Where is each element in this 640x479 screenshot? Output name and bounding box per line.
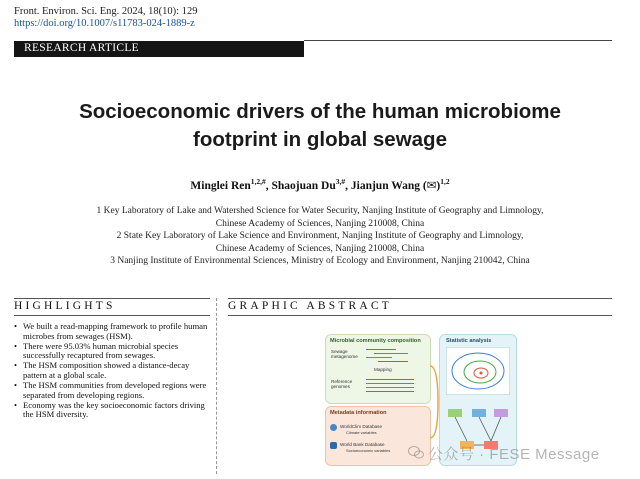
genome-bar — [366, 391, 414, 392]
affiliation-3 — [40, 255, 600, 268]
highlights-list — [14, 322, 214, 420]
affiliation-line: 2 State Key Laboratory of Lake Science and Environment, Nanjing Institute of Geography and Limnology, — [116, 231, 524, 241]
panel-title: Statistic analysis — [446, 338, 492, 344]
graphic-abstract-top-rule — [228, 298, 612, 299]
worldbank-label: World Bank Database — [340, 442, 385, 447]
ordination-plot — [446, 347, 510, 395]
watermark: 公众号 · FESE Message — [428, 446, 600, 463]
author-name-close: ) — [436, 179, 441, 192]
read-bar — [366, 349, 396, 350]
title-line-2: footprint in global sewage — [193, 128, 447, 151]
graphic-abstract-bottom-rule — [228, 315, 612, 316]
genome-bar — [366, 379, 414, 380]
affiliation-2 — [40, 230, 600, 255]
header-rule — [304, 40, 612, 41]
affiliation-1 — [40, 205, 600, 230]
affiliation-line: 3 Nanjing Institute of Environmental Sciences, Ministry of Ecology and Environment, Nanjing 210042, China — [110, 256, 530, 266]
genome-bar — [366, 387, 414, 388]
read-bar — [366, 357, 392, 358]
author-affil-mark: 1,2,# — [250, 177, 266, 186]
microbial-composition-panel — [325, 334, 431, 404]
affiliation-line: Chinese Academy of Sciences, Nanjing 210008, China — [215, 243, 425, 254]
highlights-top-rule — [14, 298, 210, 299]
highlight-item: • Economy was the key socioeconomic factors driving the HSM diversity. — [14, 401, 214, 420]
title-line-1: Socioeconomic drivers of the human microbiome — [79, 100, 561, 123]
doi-link[interactable]: https://doi.org/10.1007/s11783-024-1889-z — [14, 18, 195, 29]
article-type-label: RESEARCH ARTICLE — [24, 42, 139, 54]
affiliation-line: Chinese Academy of Sciences, Nanjing 210008, China — [215, 218, 425, 229]
mapping-label: Mapping — [374, 367, 392, 372]
highlight-item: • The HSM communities from developed regions were separated from developing regions. — [14, 381, 214, 400]
highlight-item: • We built a read-mapping framework to profile human microbes from sewages (HSM). — [14, 322, 214, 341]
author-list: Minglei Ren$^{1,2,\#}$, Shaojuan $Du^{3,\#}$, Jianjun Wang (✉)$^{1,2}$ — [190, 177, 450, 192]
highlights-heading: HIGHLIGHTS — [14, 300, 116, 312]
journal-citation: Front. Environ. Sci. Eng. 2024, 18(10): 129 — [14, 6, 198, 17]
reference-label: Reference genomes — [331, 379, 353, 389]
wechat-icon — [408, 446, 424, 459]
affiliation-line: 1 Key Laboratory of Lake and Watershed Science for Water Security, Nanjing Institute of Geography and Limnology, — [96, 206, 544, 216]
highlight-item: • There were 95.03% human microbial species successfully recaptured from sewages. — [14, 342, 214, 361]
globe-icon — [330, 424, 337, 431]
worldclim-label: WorldClim Database — [340, 424, 383, 429]
bank-icon — [330, 442, 337, 449]
column-divider — [216, 298, 217, 474]
read-bar — [374, 353, 408, 354]
envelope-icon[interactable]: ✉ — [426, 179, 437, 192]
read-bar — [378, 361, 408, 362]
highlights-bottom-rule — [14, 315, 210, 316]
panel-title: Metadata information — [330, 410, 387, 416]
sewage-label: Sewage metagenome — [331, 349, 358, 359]
author-name: Jianjun Wang ( — [350, 179, 427, 192]
graphic-abstract-heading: GRAPHIC ABSTRACT — [228, 300, 392, 312]
panel-title: Microbial community composition — [330, 338, 421, 344]
author-affil-mark: 3,# — [335, 177, 346, 186]
article-title — [40, 98, 600, 154]
author-name: Shaojuan Du — [271, 179, 336, 192]
worldbank-sub: Socioeconomic variables — [346, 448, 391, 453]
author-name: Minglei Ren — [190, 179, 251, 192]
worldclim-sub: Climate variables — [346, 430, 377, 435]
highlight-item: • The HSM composition showed a distance-decay pattern at a global scale. — [14, 361, 214, 380]
genome-bar — [366, 383, 414, 384]
author-affil-mark: 1,2 — [440, 177, 450, 186]
